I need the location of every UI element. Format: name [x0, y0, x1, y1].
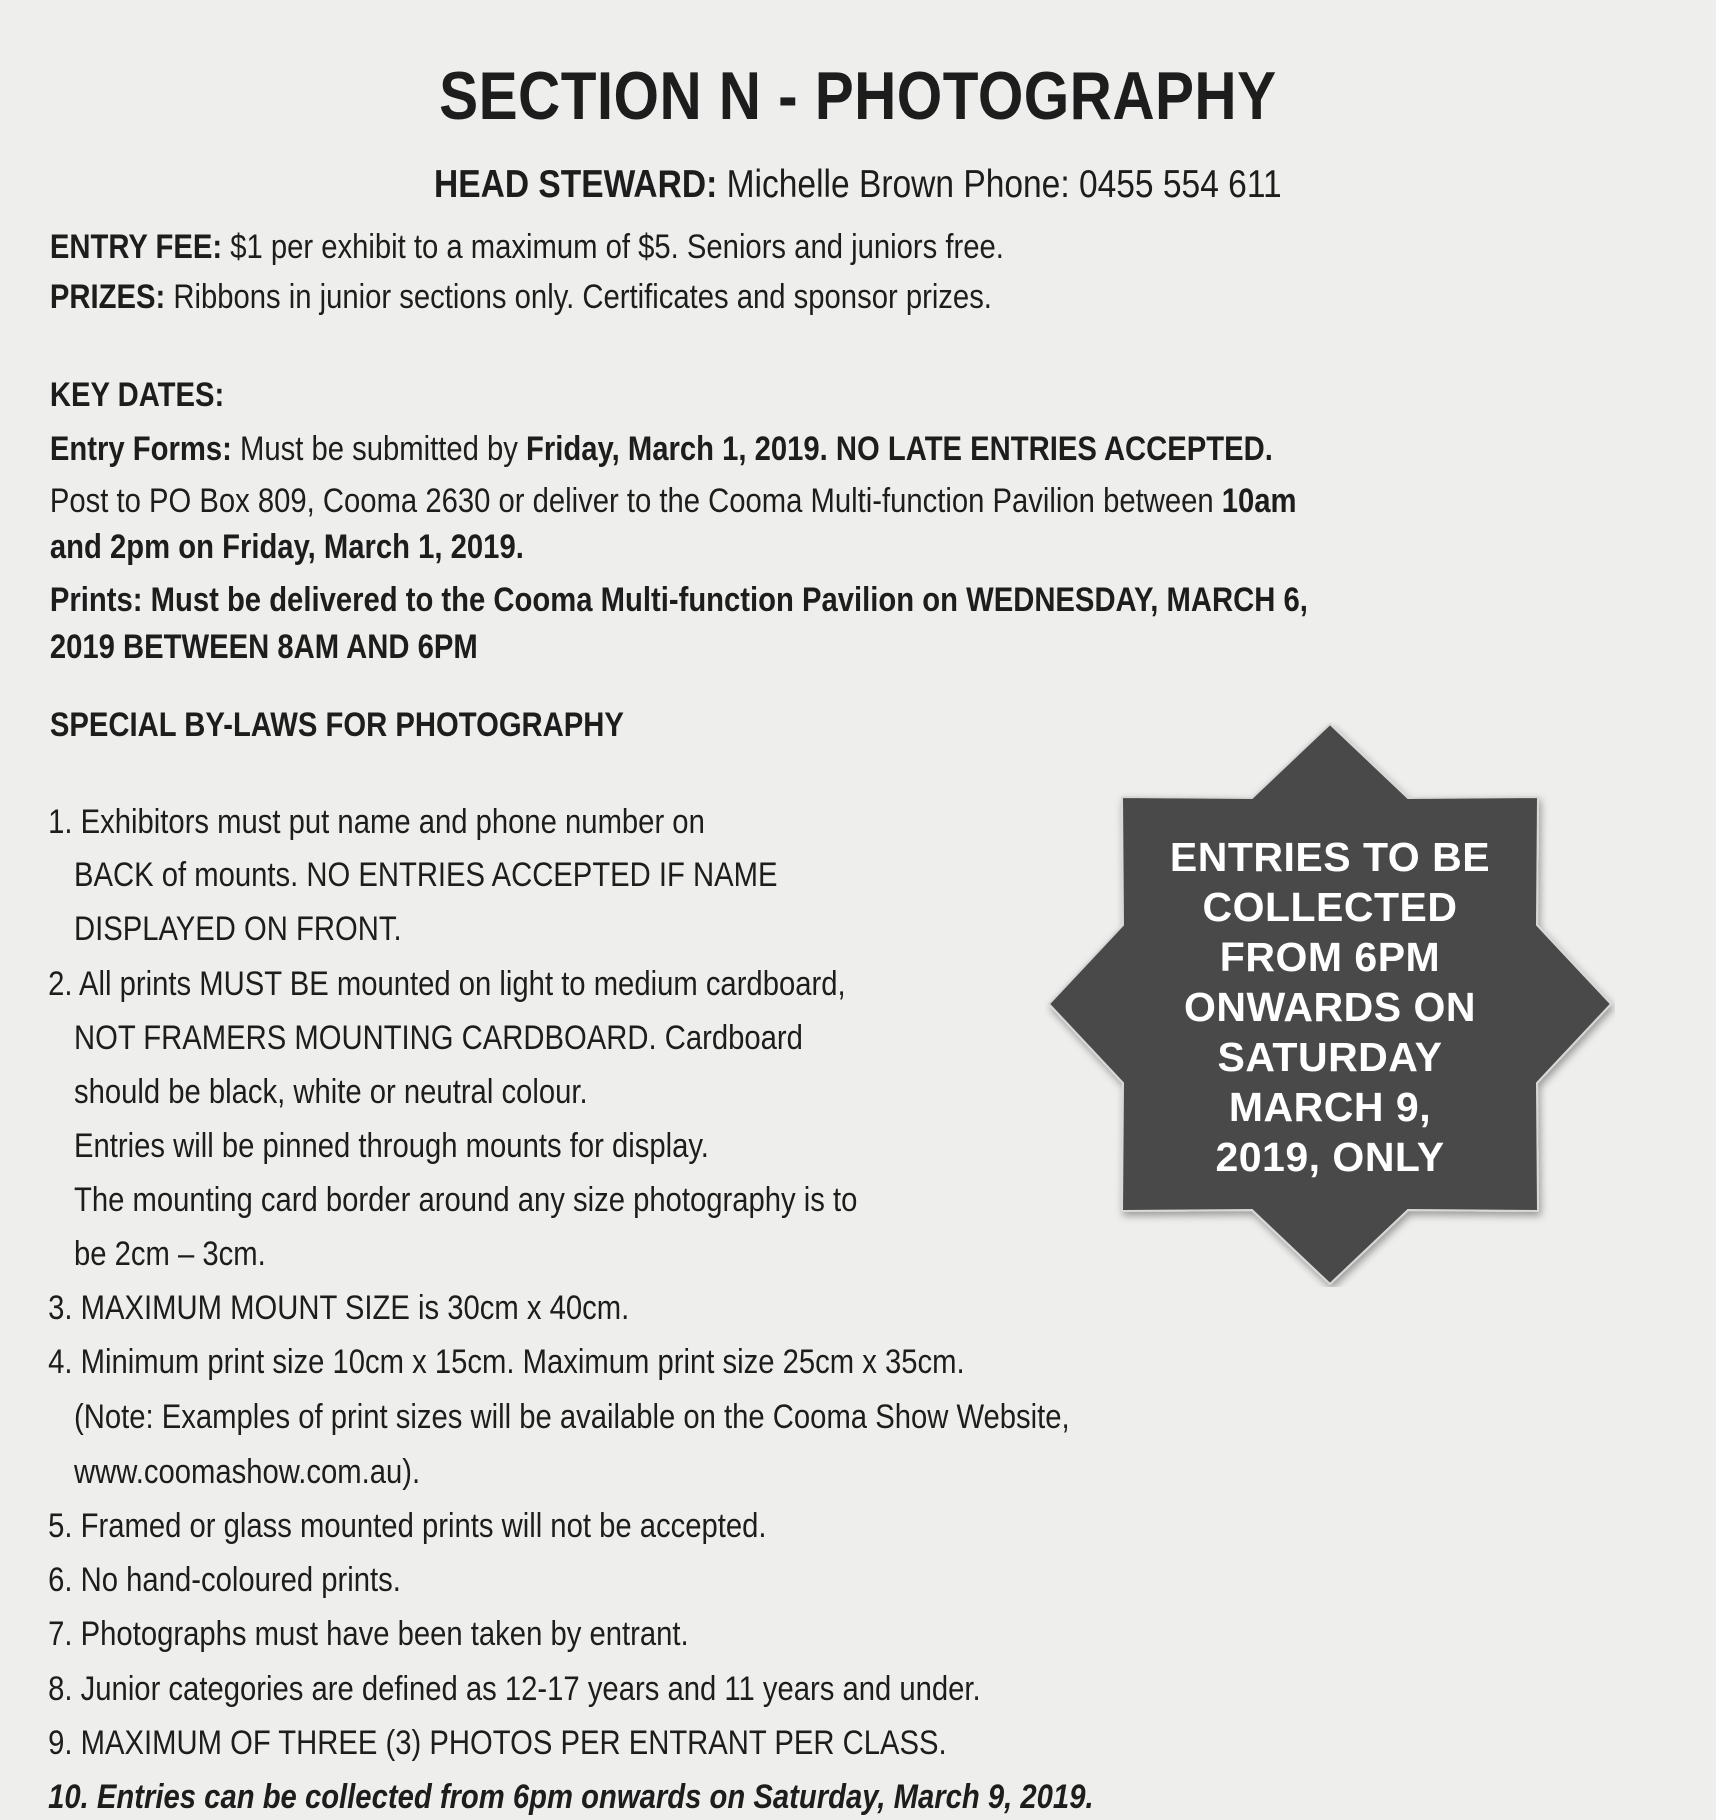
bylaw-line: should be black, white or neutral colour.	[73, 1073, 588, 1111]
steward-value: Michelle Brown Phone: 0455 554 611	[726, 163, 1282, 206]
collection-starburst-badge	[1045, 722, 1615, 1287]
post-text: Post to PO Box 809, Cooma 2630 or deliver to the Cooma Multi-function Pavilion between	[49, 482, 1214, 520]
entry-fee-label: ENTRY FEE:	[49, 228, 223, 266]
prizes-value: Ribbons in junior sections only. Certificates and sponsor prizes.	[173, 278, 992, 316]
entry-forms-text: Must be submitted by	[239, 430, 518, 468]
bylaw-line: 1. Exhibitors must put name and phone number on	[48, 803, 705, 841]
bylaw-line: 2. All prints MUST BE mounted on light to medium cardboard,	[48, 965, 846, 1003]
bylaw-line: BACK of mounts. NO ENTRIES ACCEPTED IF NAME	[73, 856, 778, 894]
bylaw-line: (Note: Examples of print sizes will be available on the Cooma Show Website,	[73, 1398, 1070, 1436]
bylaw-line: www.coomashow.com.au).	[73, 1453, 421, 1491]
prints-line-2: 2019 BETWEEN 8AM AND 6PM	[49, 628, 478, 666]
bylaw-line: 6. No hand-coloured prints.	[48, 1561, 401, 1599]
entry-fee-value: $1 per exhibit to a maximum of $5. Seniors and juniors free.	[230, 228, 1004, 266]
badge-text: ENTRIES TO BE COLLECTED FROM 6PM ONWARDS ON SATURDAY MARCH 9, 2019, ONLY	[1169, 834, 1491, 1180]
post-line	[50, 484, 1297, 518]
prints-line-1: Prints: Must be delivered to the Cooma Multi-function Pavilion on WEDNESDAY, MARCH 6,	[49, 581, 1308, 619]
bylaw-line: 9. MAXIMUM OF THREE (3) PHOTOS PER ENTRANT PER CLASS.	[48, 1724, 947, 1762]
bylaw-final-line: 10. Entries can be collected from 6pm onwards on Saturday, March 9, 2019.	[48, 1778, 1094, 1816]
entry-forms-label: Entry Forms:	[49, 430, 232, 468]
bylaw-line: NOT FRAMERS MOUNTING CARDBOARD. Cardboard	[73, 1019, 803, 1057]
bylaw-line: Entries will be pinned through mounts for display.	[73, 1127, 709, 1165]
bylaw-line: 3. MAXIMUM MOUNT SIZE is 30cm x 40cm.	[48, 1289, 630, 1327]
bylaw-line: be 2cm – 3cm.	[73, 1235, 266, 1273]
prizes-label: PRIZES:	[49, 278, 166, 316]
bylaw-line: 5. Framed or glass mounted prints will not be accepted.	[48, 1507, 767, 1545]
bylaw-line: 7. Photographs must have been taken by entrant.	[48, 1615, 689, 1653]
steward-label: HEAD STEWARD:	[434, 163, 718, 206]
bylaw-line: DISPLAYED ON FRONT.	[73, 910, 402, 948]
entry-forms-deadline: Friday, March 1, 2019. NO LATE ENTRIES ACCEPTED.	[526, 430, 1273, 468]
post-time-a: 10am	[1221, 482, 1297, 520]
prizes-line	[50, 280, 992, 314]
post-time-line: and 2pm on Friday, March 1, 2019.	[49, 528, 524, 566]
section-title: SECTION N - PHOTOGRAPHY	[439, 58, 1277, 134]
key-dates-heading: KEY DATES:	[49, 376, 225, 414]
bylaw-line: 8. Junior categories are defined as 12-17 years and 11 years and under.	[48, 1670, 981, 1708]
head-steward-line	[0, 163, 1716, 207]
bylaws-heading: SPECIAL BY-LAWS FOR PHOTOGRAPHY	[49, 706, 624, 744]
bylaw-line: The mounting card border around any size photography is to	[73, 1181, 858, 1219]
bylaw-line: 4. Minimum print size 10cm x 15cm. Maximum print size 25cm x 35cm.	[48, 1343, 965, 1381]
entry-forms-line	[50, 432, 1273, 466]
entry-fee-line	[50, 230, 1004, 264]
